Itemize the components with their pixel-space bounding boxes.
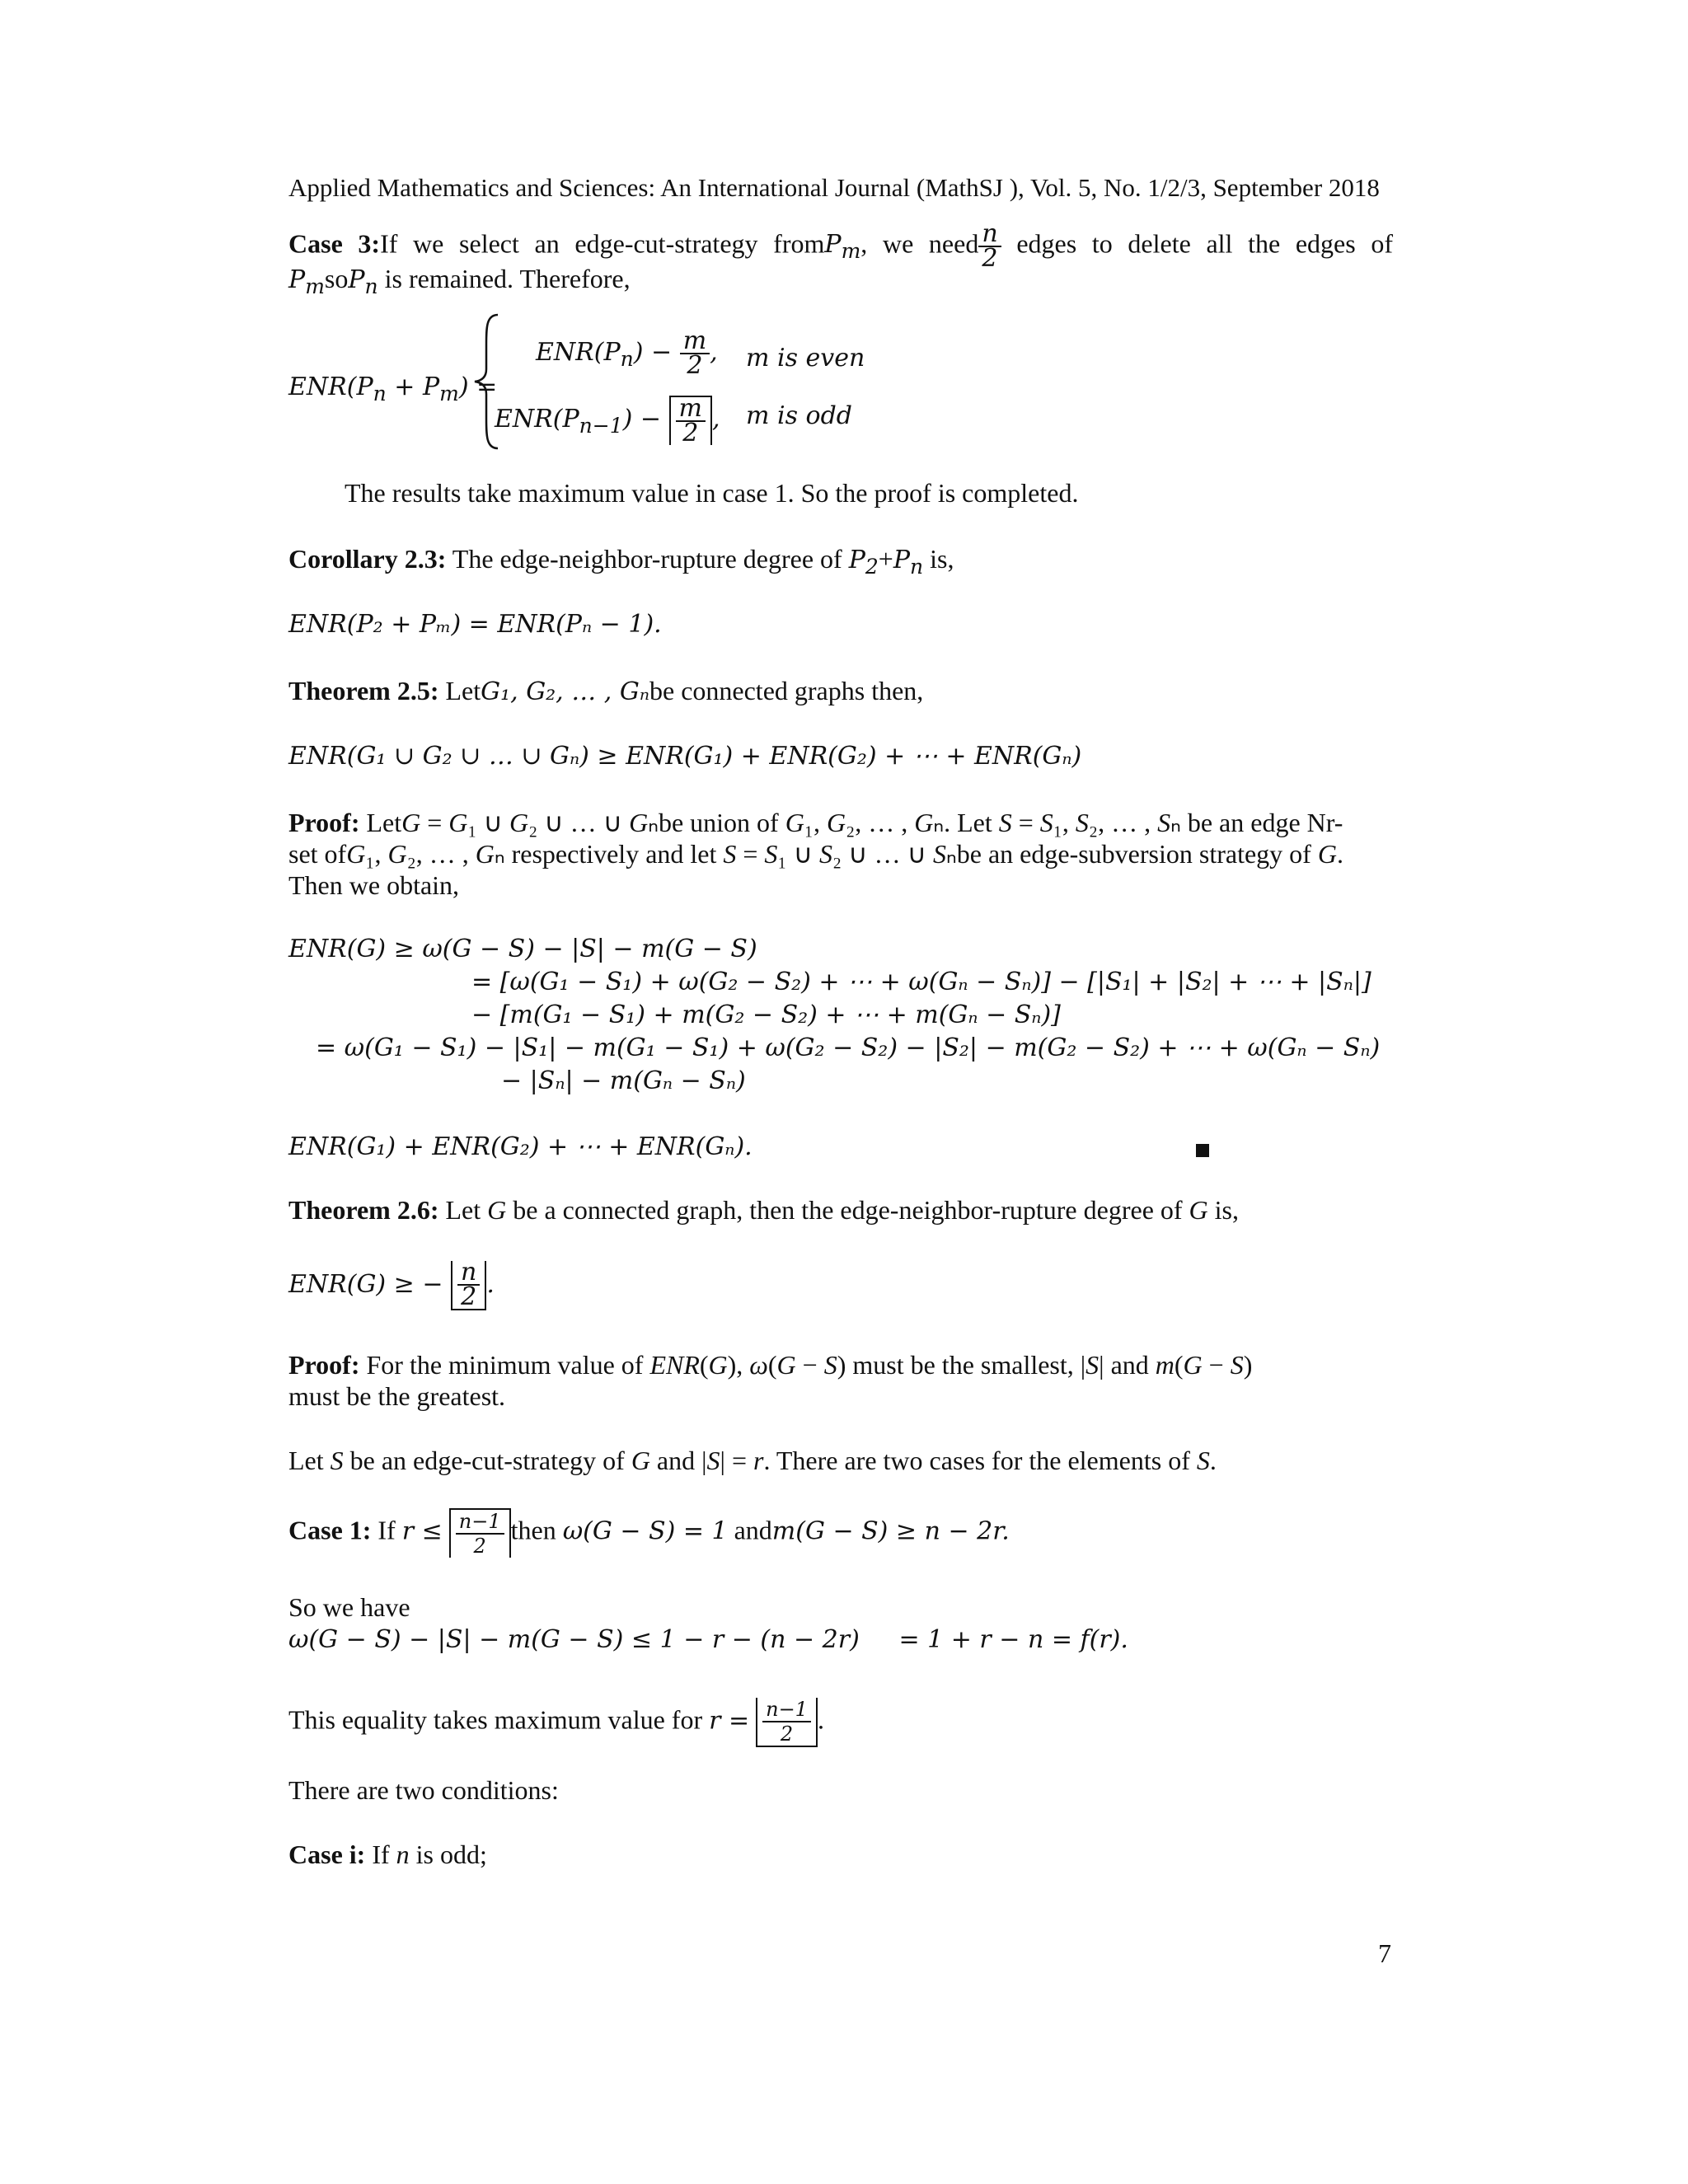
theorem-2-6-equation: ENR(G) ≥ − $\frac{n}{2}$ .	[288, 1258, 495, 1311]
theorem-2-5: Theorem 2.5: LetG₁, G₂, … , Gₙbe connected graphs then,	[288, 676, 924, 706]
derivation-line-3: − [m(G₁ − S₁) + m(G₂ − S₂) + ⋯ + m(Gₙ − Sₙ)]	[471, 1001, 1061, 1029]
proof2-line1: Proof: For the minimum value of ENR(G), ω(G − S) must be the smallest, |S| and m(G − S)	[288, 1350, 1253, 1380]
corollary-2-3: Corollary 2.3: The edge-neighbor-rupture degree of $P_2+P_n$ is,	[288, 544, 954, 579]
so-we-have: So we have	[288, 1592, 410, 1622]
math-pn: $P_n$	[348, 265, 378, 298]
math-pm: $P_m$	[824, 230, 861, 264]
proof1-line2: set ofG₁, G₂, … , Gₙ respectively and let S = S₁ ∪ S₂ ∪ … ∪ Sₙbe an edge-subversion strategy of G.	[288, 839, 1343, 869]
case1-label: Case 1:	[288, 1515, 372, 1545]
case3-label: Case 3:	[288, 228, 381, 259]
case3-line2	[288, 262, 631, 303]
qed-square	[1196, 1144, 1209, 1157]
case3-text-a: If we select an edge-cut-strategy from	[380, 228, 825, 259]
case1-line: Case 1: If r ≤ $\frac{n-1}{2}$ then ω(G − S) = 1 andm(G − S) ≥ n − 2r.	[288, 1510, 1010, 1558]
proof2-line2: must be the greatest.	[288, 1381, 506, 1411]
case-i-line: Case i: If n is odd;	[288, 1840, 487, 1869]
proof1-line1: Proof: LetG = G₁ ∪ G₂ ∪ … ∪ Gₙbe union of G₁, G₂, … , Gₙ. Let S = S₁, S₂, … , Sₙ be an edge Nr-	[288, 808, 1343, 837]
corollary-label: Corollary 2.3:	[288, 544, 447, 574]
fraction-n-over-2: $\frac{n}{2}$	[978, 223, 1001, 270]
running-header: Applied Mathematics and Sciences: An International Journal (MathSJ ), Vol. 5, No. 1/2/3, September 2018	[288, 173, 1380, 202]
theorem-2-5-equation: ENR(G₁ ∪ G₂ ∪ … ∪ Gₙ) ≥ ENR(G₁) + ENR(G₂) + ⋯ + ENR(Gₙ)	[288, 742, 1082, 771]
proof2-label: Proof:	[288, 1350, 360, 1380]
case-i-label: Case i:	[288, 1840, 366, 1869]
fraction-m-over-2: $\frac{m}{2}$	[680, 330, 710, 377]
theorem-2-6: Theorem 2.6: Let G be a connected graph, then the edge-neighbor-rupture degree of G is,	[288, 1195, 1239, 1225]
eq1-row2-condition: m is odd	[746, 401, 852, 430]
eq1-row1: $ENR(P_n)$ − $\frac{m}{2}$ ,	[536, 326, 718, 380]
so-word: so	[324, 264, 349, 293]
derivation-line-5: − |Sₙ| − m(Gₙ − Sₙ)	[501, 1066, 746, 1095]
corollary-equation: ENR(P₂ + Pₘ) = ENR(Pₙ − 1).	[288, 610, 662, 639]
theorem-2-6-label: Theorem 2.6:	[288, 1195, 439, 1225]
eq1-row1-condition: m is even	[746, 344, 865, 373]
derivation-line-1: ENR(G) ≥ ω(G − S) − |S| − m(G − S)	[288, 935, 757, 963]
case3-text-c: edges to delete all the edges of	[1001, 228, 1394, 259]
derivation-line-6: ENR(G₁) + ENR(G₂) + ⋯ + ENR(Gₙ).	[288, 1132, 753, 1161]
derivation-line-2: = [ω(G₁ − S₁) + ω(G₂ − S₂) + ⋯ + ω(Gₙ − Sₙ)] − [|S₁| + |S₂| + ⋯ + |Sₙ|]	[471, 968, 1372, 996]
proof1-line3: Then we obtain,	[288, 870, 460, 900]
results-sentence: The results take maximum value in case 1. So the proof is completed.	[345, 478, 1079, 508]
two-conditions: There are two conditions:	[288, 1775, 559, 1805]
floor-n-minus-1-over-2: $\frac{n-1}{2}$	[756, 1698, 818, 1747]
inequality-line: ω(G − S) − |S| − m(G − S) ≤ 1 − r − (n − 2r) = 1 + r − n = f(r).	[288, 1625, 1128, 1654]
case3-rest: is remained. Therefore,	[377, 264, 631, 293]
theorem-2-5-label: Theorem 2.5:	[288, 676, 439, 705]
case3-text-b: , we need	[860, 228, 979, 259]
ceiling-m-over-2: $\frac{m}{2}$	[669, 396, 712, 445]
proof-label: Proof:	[288, 808, 360, 837]
let-s-sentence: Let S be an edge-cut-strategy of G and |S| = r. There are two cases for the elements of S.	[288, 1446, 1217, 1475]
equality-sentence: This equality takes maximum value for r = $\frac{n-1}{2}$ .	[288, 1698, 824, 1746]
derivation-line-4: = ω(G₁ − S₁) − |S₁| − m(G₁ − S₁) + ω(G₂ − S₂) − |S₂| − m(G₂ − S₂) + ⋯ + ω(Gₙ − Sₙ)	[316, 1033, 1381, 1062]
ceiling-n-minus-1-over-2: $\frac{n-1}{2}$	[449, 1508, 511, 1558]
eq1-row2: $ENR(P_{n-1})$ − $\frac{m}{2}$ ,	[495, 394, 720, 448]
floor-n-over-2: $\frac{n}{2}$	[451, 1261, 486, 1310]
eq1-lhs: $ENR(P_n + P_m)$ =	[288, 373, 498, 405]
math-pm-2: $P_m$	[288, 265, 325, 298]
page-number: 7	[1378, 1938, 1391, 1968]
